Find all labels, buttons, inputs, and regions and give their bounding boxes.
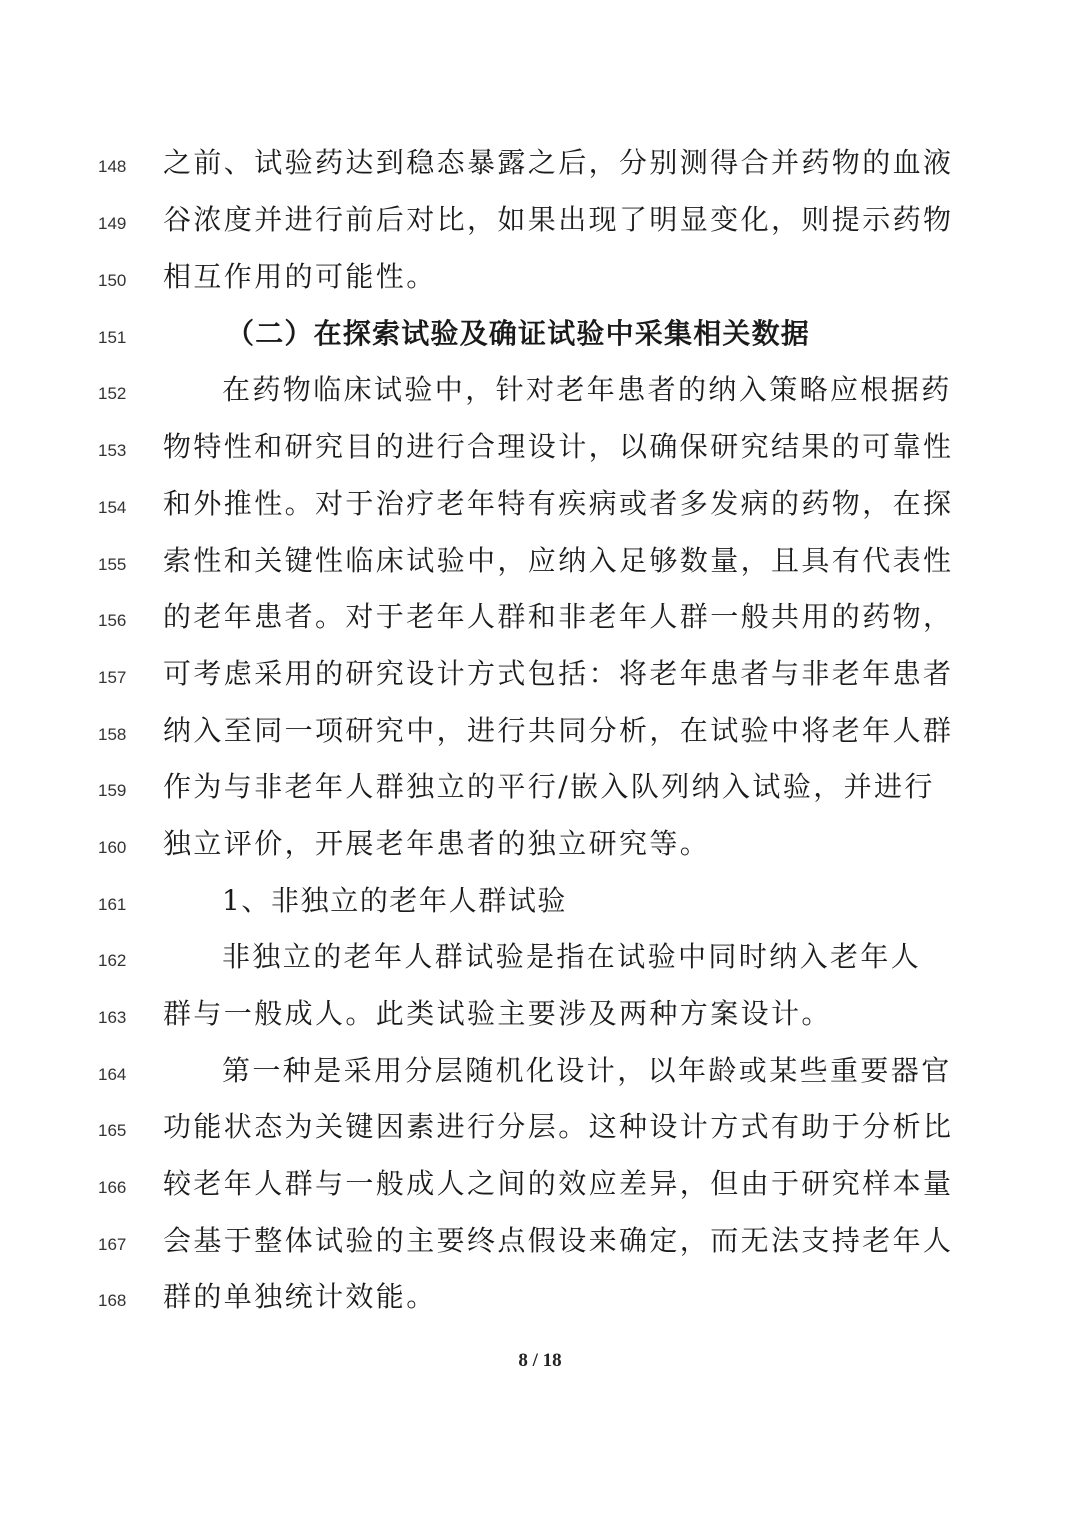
line-text: 功能状态为关键因素进行分层。这种设计方式有助于分析比 <box>163 1110 954 1143</box>
line-text: 物特性和研究目的进行合理设计，以确保研究结果的可靠性 <box>163 430 954 463</box>
line-number: 154 <box>98 498 127 517</box>
text-line <box>0 654 1080 711</box>
text-line <box>0 1107 1080 1164</box>
line-number: 157 <box>98 668 127 687</box>
text-line <box>0 597 1080 654</box>
line-text: 相互作用的可能性。 <box>163 260 437 293</box>
line-text: 作为与非老年人群独立的平行/嵌入队列纳入试验，并进行 <box>163 770 935 803</box>
line-number: 148 <box>98 157 127 176</box>
text-line <box>0 200 1080 257</box>
line-number: 167 <box>98 1235 127 1254</box>
line-text: 群的单独统计效能。 <box>163 1280 437 1313</box>
subsection-heading-line <box>0 881 1080 938</box>
text-line <box>0 1221 1080 1278</box>
line-number: 162 <box>98 951 127 970</box>
line-number: 150 <box>98 271 127 290</box>
text-line <box>0 257 1080 314</box>
line-number: 159 <box>98 781 127 800</box>
line-text: 索性和关键性临床试验中，应纳入足够数量，且具有代表性 <box>163 544 954 577</box>
text-line <box>0 427 1080 484</box>
line-text: 较老年人群与一般成人之间的效应差异，但由于研究样本量 <box>163 1167 954 1200</box>
line-text: 独立评价，开展老年患者的独立研究等。 <box>163 827 711 860</box>
line-number: 164 <box>98 1065 127 1084</box>
text-line <box>0 541 1080 598</box>
line-number: 168 <box>98 1291 127 1310</box>
section-heading-line <box>0 314 1080 371</box>
text-line <box>0 143 1080 200</box>
line-text: 纳入至同一项研究中，进行共同分析，在试验中将老年人群 <box>163 714 954 747</box>
line-number: 153 <box>98 441 127 460</box>
line-text: 群与一般成人。此类试验主要涉及两种方案设计。 <box>163 997 832 1030</box>
text-line <box>0 767 1080 824</box>
line-text: 会基于整体试验的主要终点假设来确定，而无法支持老年人 <box>163 1224 954 1257</box>
line-number: 166 <box>98 1178 127 1197</box>
text-line <box>0 1164 1080 1221</box>
line-number: 149 <box>98 214 127 233</box>
line-number: 160 <box>98 838 127 857</box>
text-line <box>0 1051 1080 1108</box>
line-text: 可考虑采用的研究设计方式包括：将老年患者与非老年患者 <box>163 657 954 690</box>
subsection-heading: 1、非独立的老年人群试验 <box>222 884 568 917</box>
line-number: 163 <box>98 1008 127 1027</box>
text-line <box>0 937 1080 994</box>
line-number: 161 <box>98 895 127 914</box>
line-text: 谷浓度并进行前后对比，如果出现了明显变化，则提示药物 <box>163 203 954 236</box>
line-number: 158 <box>98 725 127 744</box>
line-number: 165 <box>98 1121 127 1140</box>
section-heading: （二）在探索试验及确证试验中采集相关数据 <box>226 317 811 350</box>
line-text: 在药物临床试验中，针对老年患者的纳入策略应根据药 <box>222 373 952 406</box>
line-text: 第一种是采用分层随机化设计，以年龄或某些重要器官 <box>222 1054 952 1087</box>
line-text: 的老年患者。对于老年人群和非老年人群一般共用的药物， <box>163 600 954 633</box>
text-line <box>0 994 1080 1051</box>
text-line <box>0 1277 1080 1334</box>
line-text: 非独立的老年人群试验是指在试验中同时纳入老年人 <box>222 940 922 973</box>
page-number: 8 / 18 <box>518 1350 562 1371</box>
line-text: 和外推性。对于治疗老年特有疾病或者多发病的药物，在探 <box>163 487 954 520</box>
line-text: 之前、试验药达到稳态暴露之后，分别测得合并药物的血液 <box>163 146 954 179</box>
line-number: 155 <box>98 555 127 574</box>
text-line <box>0 711 1080 768</box>
text-line <box>0 370 1080 427</box>
text-line <box>0 484 1080 541</box>
line-number: 156 <box>98 611 127 630</box>
line-number: 152 <box>98 384 127 403</box>
text-line <box>0 824 1080 881</box>
line-number: 151 <box>98 328 127 347</box>
